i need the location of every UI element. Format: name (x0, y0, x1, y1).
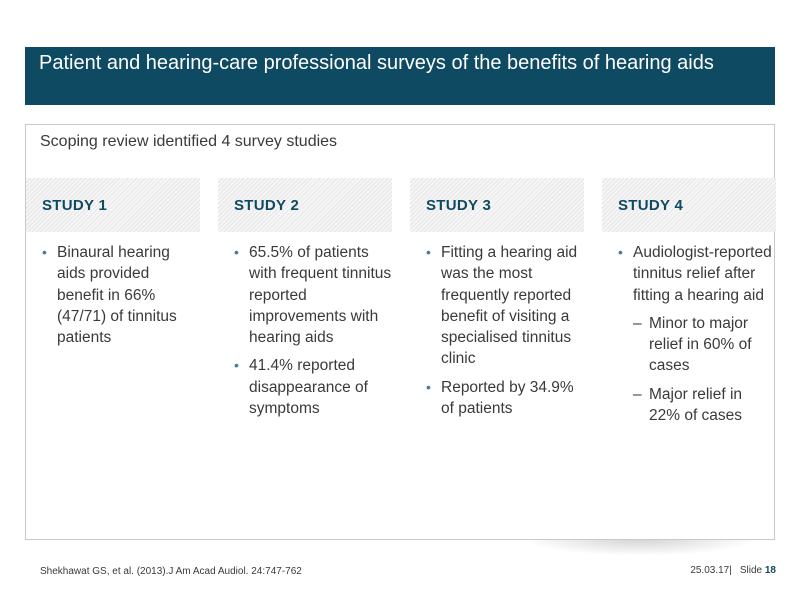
footer-reference: Shekhawat GS, et al. (2013).J Am Acad Audiol. 24:747-762 (40, 566, 302, 577)
sub-bullet-item: – Minor to major relief in 60% of cases (633, 313, 776, 377)
bullet-item (618, 242, 776, 426)
bullet-list (26, 232, 200, 348)
bullet-item: • Fitting a hearing aid was the most frequently reported benefit of visiting a specialised tinnitus clinic (426, 242, 584, 370)
slide-number: 18 (764, 565, 776, 576)
study-header (410, 178, 584, 232)
study-label: STUDY 1 (42, 197, 108, 214)
footer-slide-info (690, 565, 776, 576)
study-label: STUDY 2 (234, 197, 300, 214)
study-label: STUDY 3 (426, 197, 492, 214)
bullet-list (218, 232, 392, 419)
study-column-1 (26, 178, 200, 355)
box-shadow (520, 538, 760, 556)
study-header (602, 178, 776, 232)
intro-text: Scoping review identified 4 survey studies (40, 133, 338, 150)
study-column-2 (218, 178, 392, 426)
study-column-4 (602, 178, 776, 433)
footer-slide-label: Slide (739, 565, 763, 576)
study-header (26, 178, 200, 232)
study-header (218, 178, 392, 232)
bullet-item: • Binaural hearing aids provided benefit in 66% (47/71) of tinnitus patients (42, 242, 200, 348)
bullet-item: • Reported by 34.9% of patients (426, 377, 584, 420)
bullet-item: • 41.4% reported disappearance of symptoms (234, 355, 392, 419)
title-bar (25, 47, 775, 105)
bullet-item: • 65.5% of patients with frequent tinnitus reported improvements with hearing aids (234, 242, 392, 348)
content-box (25, 124, 775, 540)
study-label: STUDY 4 (618, 197, 684, 214)
slide-title: Patient and hearing-care professional surveys of the benefits of hearing aids (39, 52, 714, 74)
study-column-3 (410, 178, 584, 426)
bullet-list (410, 232, 584, 419)
bullet-list (602, 232, 776, 426)
sub-bullet-item: – Major relief in 22% of cases (633, 384, 776, 427)
sub-bullet-list (633, 313, 776, 426)
bullet-text: Audiologist-reported tinnitus relief after fitting a hearing aid (633, 244, 772, 304)
footer-date: 25.03.17| (690, 565, 732, 576)
